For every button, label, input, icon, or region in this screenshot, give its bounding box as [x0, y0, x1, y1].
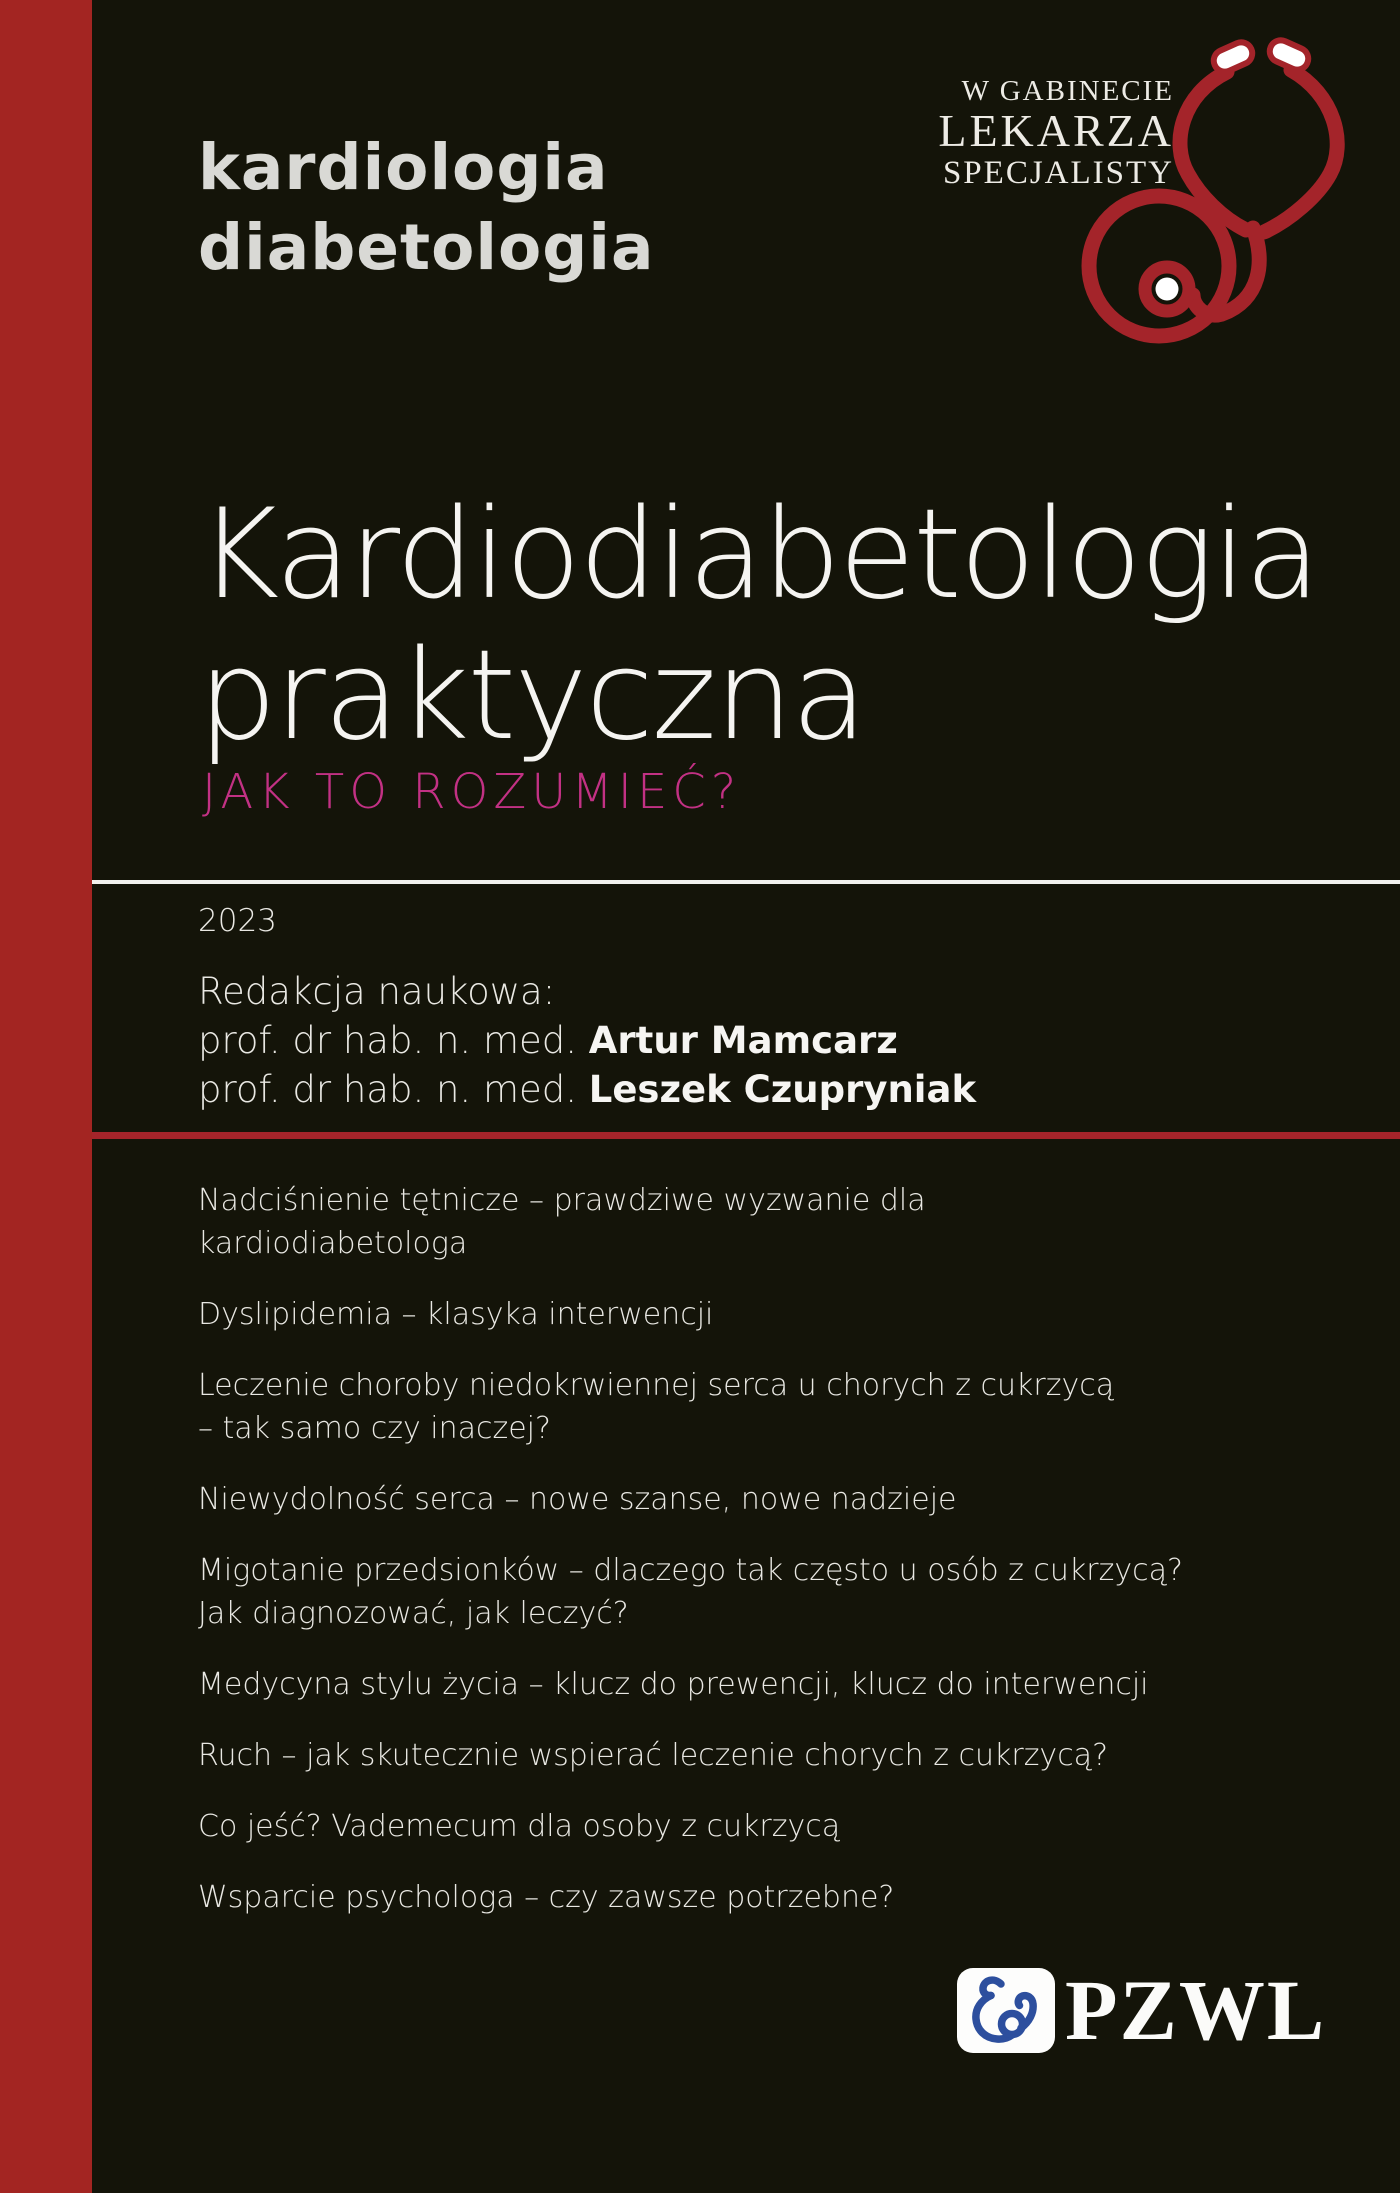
topic-item: [198, 1293, 1308, 1336]
editor-name: Artur Mamcarz: [588, 1019, 898, 1062]
left-red-stripe: [0, 0, 92, 2193]
topic-line: kardiodiabetologa: [198, 1226, 468, 1261]
series-logo-line1: kardiologia: [198, 131, 609, 204]
topic-item: [198, 1663, 1308, 1706]
topic-line: Migotanie przedsionków – dlaczego tak często u osób z cukrzycą?: [198, 1553, 1183, 1588]
topic-item: [198, 1805, 1308, 1848]
topic-item: [198, 1478, 1308, 1521]
editor-prefix: prof. dr hab. n. med.: [198, 1019, 589, 1062]
book-subtitle: JAK TO ROZUMIEĆ?: [202, 764, 742, 820]
white-divider-line: [92, 880, 1400, 884]
stethoscope-chestpiece-dot: [1156, 278, 1179, 301]
topic-line: Niewydolność serca – nowe szanse, nowe nadzieje: [198, 1482, 957, 1517]
stethoscope-eartips: [1210, 37, 1311, 75]
snake-aesculapius-icon: [957, 1968, 1055, 2053]
book-title: [198, 485, 1319, 767]
stethoscope-icon: [1075, 25, 1400, 350]
topic-line: Medycyna stylu życia – klucz do prewencji, klucz do interwencji: [198, 1667, 1149, 1702]
series-logo-line2: diabetologia: [198, 211, 655, 284]
editor-line: [198, 1065, 976, 1114]
editor-prefix: prof. dr hab. n. med.: [198, 1068, 589, 1111]
topic-line: Wsparcie psychologa – czy zawsze potrzebne?: [198, 1880, 895, 1915]
topics-list: [198, 1179, 1308, 1947]
book-title-line1: Kardiodiabetologia: [198, 483, 1319, 627]
editors-block: [198, 967, 976, 1114]
topic-line: Dyslipidemia – klasyka interwencji: [198, 1297, 714, 1332]
topic-item: [198, 1179, 1308, 1265]
topic-line: Leczenie choroby niedokrwiennej serca u chorych z cukrzycą: [198, 1368, 1115, 1403]
publisher-logo: [957, 1962, 1327, 2058]
topic-line: – tak samo czy inaczej?: [198, 1411, 551, 1446]
book-title-line2: praktyczna: [198, 624, 866, 768]
topic-item: [198, 1364, 1308, 1450]
edition-year: 2023: [198, 903, 277, 939]
imprint-line2: LEKARZA: [938, 105, 1174, 156]
editor-name: Leszek Czupryniak: [588, 1068, 977, 1111]
topic-line: Jak diagnozować, jak leczyć?: [198, 1596, 629, 1631]
editor-line: [198, 1016, 976, 1065]
topic-line: Co jeść? Vademecum dla osoby z cukrzycą: [198, 1809, 841, 1844]
topic-line: Nadciśnienie tętnicze – prawdziwe wyzwanie dla: [198, 1183, 926, 1218]
editors-heading: Redakcja naukowa:: [198, 970, 556, 1013]
series-logo: [198, 128, 655, 288]
topic-item: [198, 1876, 1308, 1919]
topic-item: [198, 1734, 1308, 1777]
imprint-line1: W GABINECIE: [961, 75, 1174, 107]
imprint-line3: SPECJALISTY: [942, 155, 1174, 191]
topic-item: [198, 1549, 1308, 1635]
red-divider-line: [92, 1132, 1400, 1139]
topic-line: Ruch – jak skutecznie wspierać leczenie chorych z cukrzycą?: [198, 1738, 1108, 1773]
publisher-name: PZWL: [1065, 1962, 1327, 2058]
publisher-logo-box: [957, 1968, 1055, 2053]
editor-lines: [198, 1016, 976, 1114]
